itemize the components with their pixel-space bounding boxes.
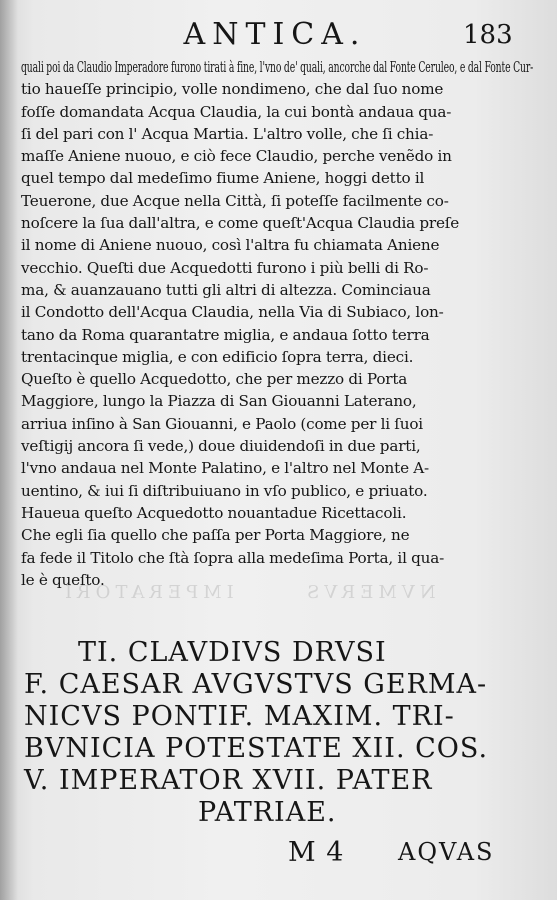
text-line: ſi del pari con l' Acqua Martia. L'altro volle, che ſi chia-	[21, 124, 434, 143]
show-through-glyphs: IMPERATORI	[60, 582, 234, 603]
text-line: trentacinque miglia, e con edificio ſopra terra, dieci.	[21, 347, 414, 366]
body-text	[21, 56, 534, 591]
text-line: tano da Roma quarantatre miglia, e andaua ſotto terra	[21, 325, 430, 344]
text-line: il nome di Aniene nuouo, così l'altra fu chiamata Aniene	[21, 236, 440, 255]
text-line: maſſe Aniene nuouo, e ciò fece Claudio, perche venẽdo in	[21, 147, 452, 166]
inscription-line: BVNICIA POTESTATE XII. COS.	[24, 733, 489, 764]
signature-mark: M 4	[288, 837, 345, 868]
text-line: Teuerone, due Acque nella Città, ſi poteſſe facilmente co-	[21, 191, 449, 210]
gutter-shadow	[0, 0, 18, 900]
running-header-title: ANTICA.	[183, 17, 367, 52]
text-line: foſſe domandata Acqua Claudia, la cui bontà andaua qua-	[21, 102, 452, 121]
inscription-line: PATRIAE.	[198, 797, 337, 828]
show-through-text	[52, 582, 514, 606]
inscription-line: TI. CLAVDIVS DRVSI	[78, 637, 387, 668]
text-line: Che egli ſia quello che paſſa per Porta Maggiore, ne	[21, 526, 410, 545]
text-line: fa fede il Titolo che ſtà ſopra alla medeſima Porta, il qua-	[21, 548, 445, 567]
text-line: vecchio. Queſti due Acquedotti furono i più belli di Ro-	[21, 258, 429, 277]
show-through-glyphs: NVMERVS	[302, 582, 436, 603]
catchword: AQVAS	[398, 838, 495, 866]
text-line: Maggiore, lungo la Piazza di San Giouanni Laterano,	[21, 392, 417, 411]
text-line: tio haueſſe principio, volle nondimeno, che dal ſuo nome	[21, 80, 444, 99]
text-line: Queſto è quello Acquedotto, che per mezzo di Porta	[21, 370, 408, 389]
text-line: l'vno andaua nel Monte Palatino, e l'altro nel Monte A-	[21, 459, 429, 478]
text-line: quel tempo dal medeſimo fiume Aniene, hoggi detto il	[21, 169, 425, 188]
inscription-line: F. CAESAR AVGVSTVS GERMA-	[24, 669, 488, 700]
text-line: uentino, & iui ſi diſtribuiuano in vſo publico, e priuato.	[21, 481, 428, 500]
text-line: veſtigij ancora ſi vede,) doue diuidendoſi in due parti,	[21, 437, 421, 456]
text-line: arriua inſino à San Giouanni, e Paolo (come per li ſuoi	[21, 414, 423, 433]
text-line: le è queſto.	[21, 570, 105, 589]
inscription-line: V. IMPERATOR XVII. PATER	[24, 765, 433, 796]
text-line: quali poi da Claudio Imperadore furono tirati à fine, l'vno de' quali, ancorche dal Fonte Ceruleo, e dal Fonte Cur-	[21, 58, 534, 76]
inscription-line: NICVS PONTIF. MAXIM. TRI-	[24, 701, 455, 732]
text-line: Haueua queſto Acquedotto nouantadue Ricettacoli.	[21, 503, 407, 522]
text-line: ma, & auanzauano tutti gli altri di altezza. Cominciaua	[21, 280, 431, 299]
text-line: il Condotto dell'Acqua Claudia, nella Via di Subiaco, lon-	[21, 303, 444, 322]
page-number: 183	[463, 20, 513, 50]
text-line: noſcere la ſua dall'altra, e come queſt'Acqua Claudia preſe	[21, 214, 460, 233]
